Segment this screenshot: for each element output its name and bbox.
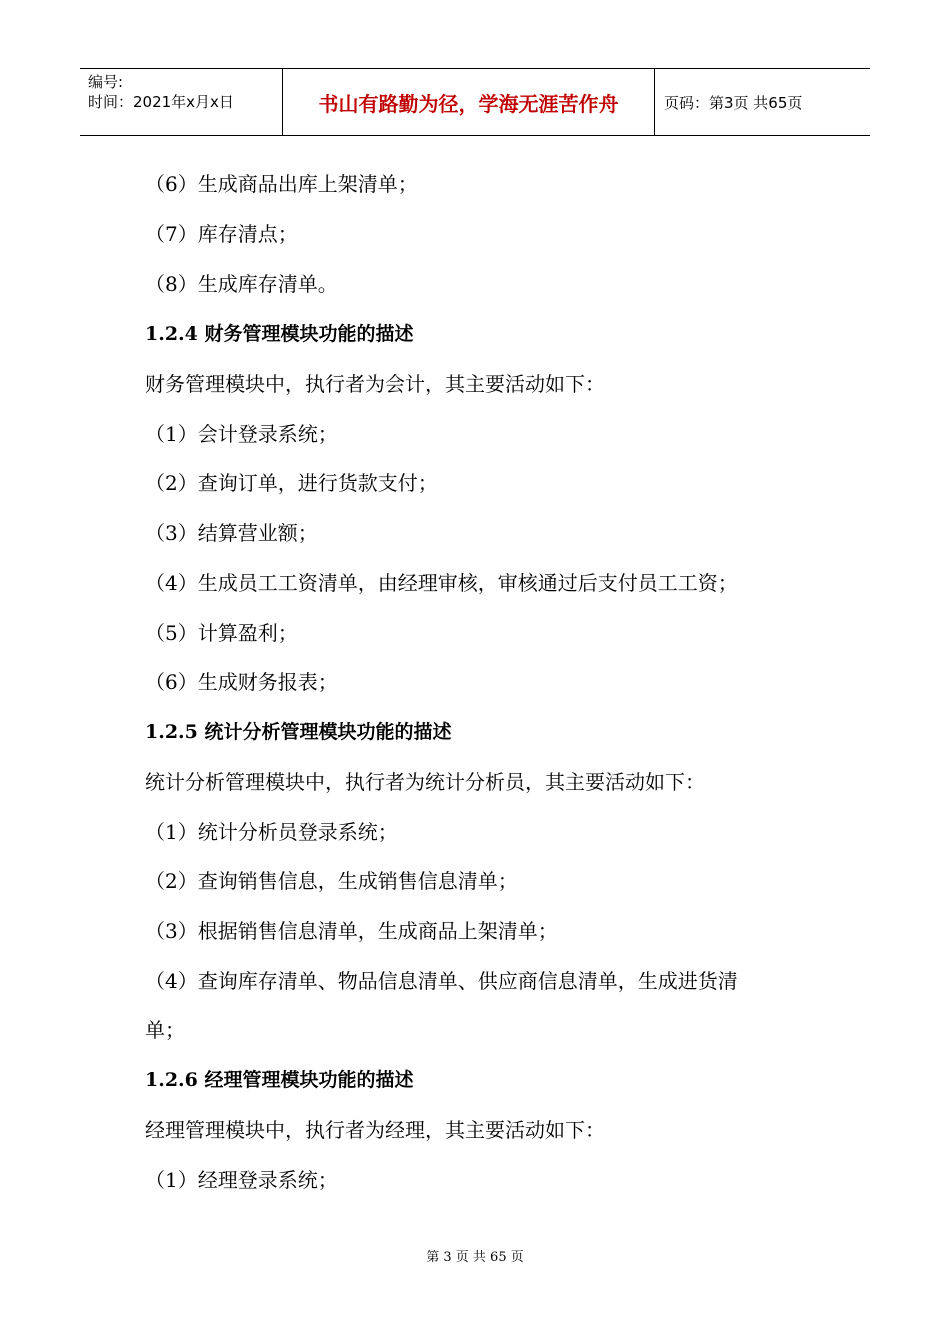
- paragraph: 财务管理模块中，执行者为会计，其主要活动如下：: [145, 372, 605, 396]
- list-item: （8）生成库存清单。: [145, 272, 338, 296]
- list-item: （1）会计登录系统；: [145, 422, 338, 446]
- header-page-info: 页码：第3页 共65页: [664, 93, 803, 112]
- list-item: （1）统计分析员登录系统；: [145, 820, 398, 844]
- section-heading: 1.2.4 财务管理模块功能的描述: [145, 323, 414, 345]
- serial-number-label: 编号:: [88, 73, 124, 91]
- section-heading: 1.2.5 统计分析管理模块功能的描述: [145, 721, 452, 743]
- page-footer: 第 3 页 共 65 页: [426, 1250, 524, 1265]
- date-label: 时间：2021年x月x日: [88, 93, 234, 111]
- list-item: （4）查询库存清单、物品信息清单、供应商信息清单，生成进货清: [145, 969, 738, 993]
- list-item: （2）查询订单，进行货款支付；: [145, 471, 438, 495]
- list-item: （7）库存清点；: [145, 222, 298, 246]
- list-item: （5）计算盈利；: [145, 621, 298, 645]
- document-header: [80, 68, 870, 136]
- list-item: （3）根据销售信息清单，生成商品上架清单；: [145, 919, 558, 943]
- paragraph: 统计分析管理模块中，执行者为统计分析员，其主要活动如下：: [145, 770, 705, 794]
- list-item-continuation: 单；: [145, 1018, 185, 1042]
- list-item: （3）结算营业额；: [145, 521, 318, 545]
- paragraph: 经理管理模块中，执行者为经理，其主要活动如下：: [145, 1118, 605, 1142]
- list-item: （1）经理登录系统；: [145, 1168, 338, 1192]
- list-item: （2）查询销售信息，生成销售信息清单；: [145, 869, 518, 893]
- list-item: （6）生成财务报表；: [145, 670, 338, 694]
- section-heading: 1.2.6 经理管理模块功能的描述: [145, 1069, 414, 1091]
- list-item: （6）生成商品出库上架清单；: [145, 172, 418, 196]
- header-meta: [80, 69, 282, 135]
- list-item: （4）生成员工工资清单，由经理审核，审核通过后支付员工工资；: [145, 571, 738, 595]
- header-motto: 书山有路勤为径，学海无涯苦作舟: [282, 69, 655, 135]
